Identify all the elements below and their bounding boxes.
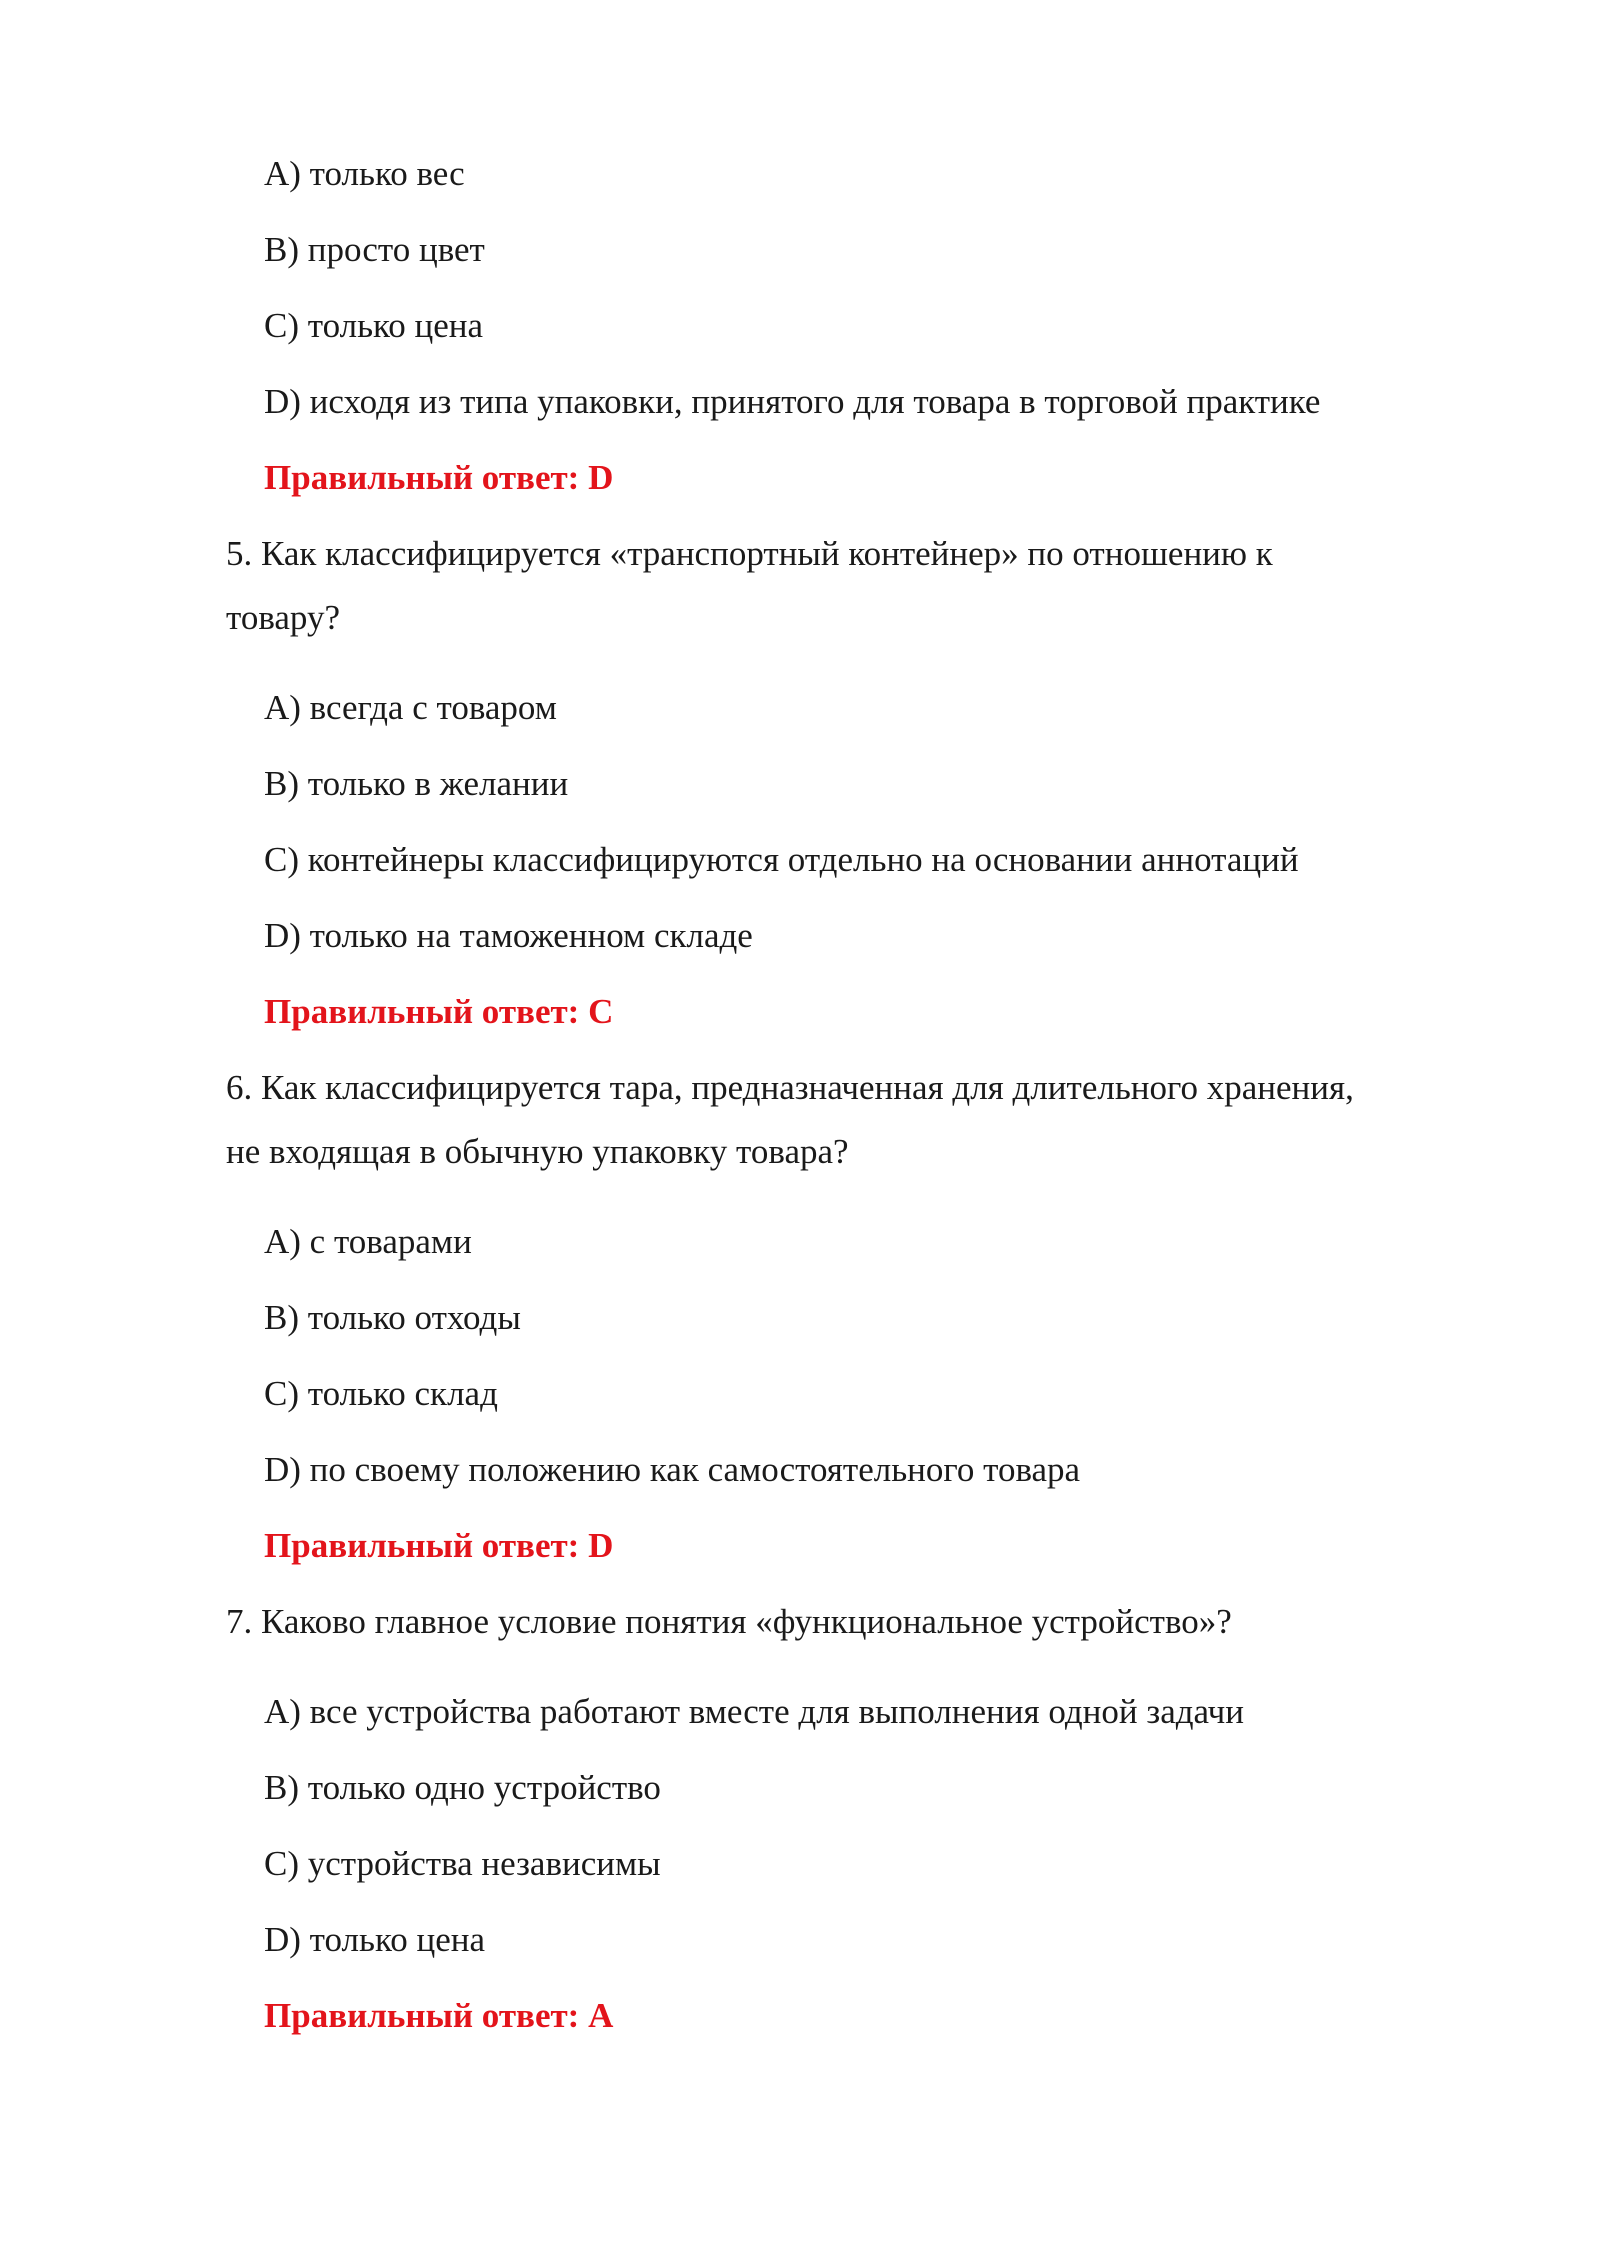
option-b: B) только одно устройство [264,1768,661,1807]
question-text: товару? [226,598,341,637]
question-text: 6. Как классифицируется тара, предназначенная для длительного хранения, [226,1068,1354,1107]
option-c: C) контейнеры классифицируются отдельно на основании аннотаций [264,840,1299,879]
option-d: D) исходя из типа упаковки, принятого для товара в торговой практике [264,382,1321,421]
correct-answer: Правильный ответ: D [264,458,614,497]
option-b: B) только отходы [264,1298,521,1337]
option-a: A) с товарами [264,1222,472,1261]
option-a: A) все устройства работают вместе для выполнения одной задачи [264,1692,1244,1731]
option-a: A) всегда с товаром [264,688,557,727]
option-d: D) только цена [264,1920,485,1959]
option-c: C) только цена [264,306,484,345]
option-d: D) только на таможенном складе [264,916,753,955]
option-c: C) устройства независимы [264,1844,661,1883]
option-a: A) только вес [264,154,465,193]
correct-answer: Правильный ответ: D [264,1526,614,1565]
correct-answer: Правильный ответ: A [264,1996,614,2035]
correct-answer: Правильный ответ: C [264,992,614,1031]
option-b: B) только в желании [264,764,569,803]
question-text: 5. Как классифицируется «транспортный контейнер» по отношению к [226,534,1273,573]
option-c: C) только склад [264,1374,498,1413]
question-text: 7. Каково главное условие понятия «функциональное устройство»? [226,1602,1232,1641]
option-b: B) просто цвет [264,230,485,269]
question-text: не входящая в обычную упаковку товара? [226,1132,849,1171]
option-d: D) по своему положению как самостоятельного товара [264,1450,1081,1489]
